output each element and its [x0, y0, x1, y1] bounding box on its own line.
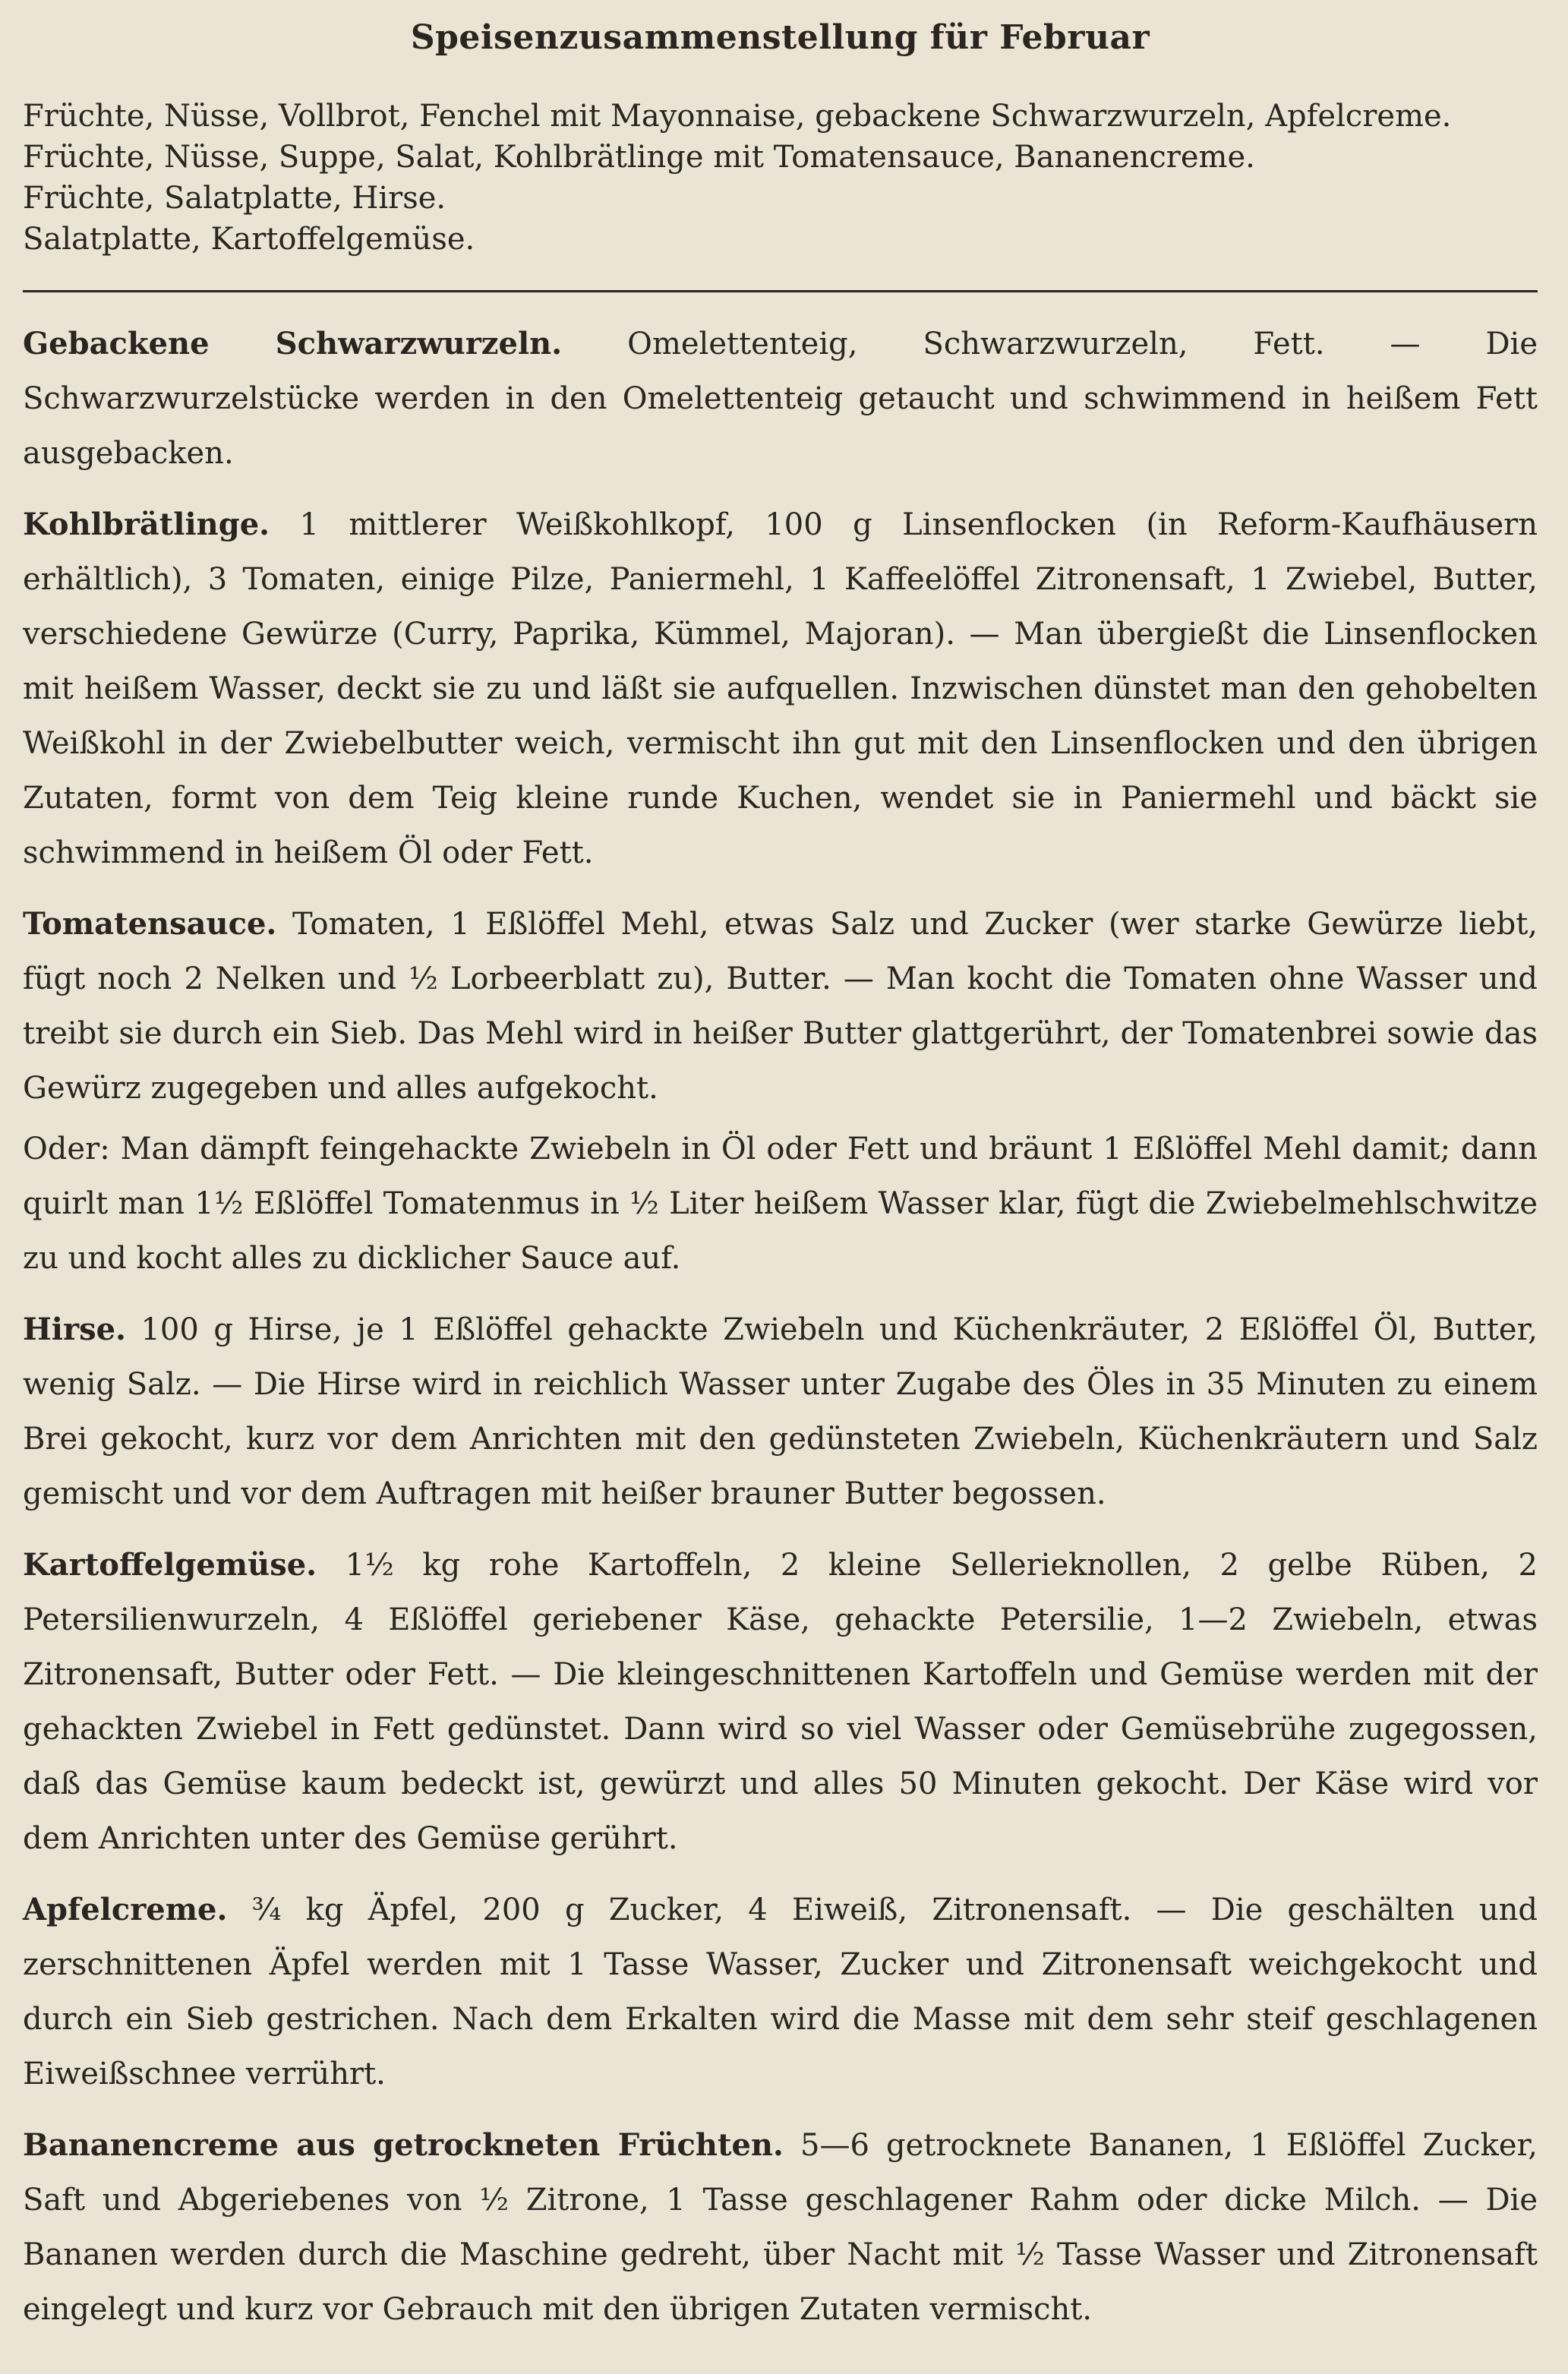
recipe-text: 1 mittlerer Weißkohlkopf, 100 g Linsenflocken (in Reform-Kaufhäusern erhältlich), 3 Tomaten, einige Pilze, Paniermehl, 1 Kaffeelöffel Zitronensaft, 1 Zwiebel, Butter, verschiedene Gewürze (Curry, Paprika, Kümmel, Majoran). — Man übergießt die Linsenflocken mit heißem Wasser, deckt sie zu und läßt sie aufquellen. Inzwischen dünstet man den gehobelten Weißkohl in der Zwiebelbutter weich, vermischt ihn gut mit den Linsenflocken und den übrigen Zutaten, formt von dem Teig kleine runde Kuchen, wendet sie in Paniermehl und bäckt sie schwimmend in heißem Öl oder Fett. — [23, 507, 1538, 870]
menu-line: Salatplatte, Kartoffelgemüse. — [23, 222, 475, 257]
recipe-gebackene-schwarzwurzeln — [23, 317, 1538, 481]
recipe-text: 1½ kg rohe Kartoffeln, 2 kleine Sellerieknollen, 2 gelbe Rüben, 2 Petersilienwurzeln, 4 Eßlöffel geriebener Käse, gehackte Petersilie, 1—2 Zwiebeln, etwas Zitronensaft, Butter oder Fett. — Die kleingeschnittenen Kartoffeln und Gemüse werden mit der gehackten Zwiebel in Fett gedünstet. Dann wird so viel Wasser oder Gemüsebrühe zugegossen, daß das Gemüse kaum bedeckt ist, gewürzt und alles 50 Minuten gekocht. Der Käse wird vor dem Anrichten unter des Gemüse gerührt. — [23, 1548, 1538, 1856]
recipe-name: Bananencreme aus getrockneten Früchten. — [23, 2127, 784, 2163]
recipe-text: 5—6 getrocknete Bananen, 1 Eßlöffel Zucker, Saft und Abgeriebenes von ½ Zitrone, 1 Tasse geschlagener Rahm oder dicke Milch. — Die Bananen werden durch die Maschine gedreht, über Nacht mit ½ Tasse Wasser und Zitronensaft eingelegt und kurz vor Gebrauch mit den übrigen Zutaten vermischt. — [23, 2128, 1538, 2327]
recipe-name: Gebackene Schwarzwurzeln. — [23, 326, 563, 361]
recipe-kohlbraetlinge — [23, 497, 1538, 880]
recipe-text: ¾ kg Äpfel, 200 g Zucker, 4 Eiweiß, Zitronensaft. — Die geschälten und zerschnittenen Äpfel werden mit 1 Tasse Wasser, Zucker und Zitronensaft weichgekocht und durch ein Sieb gestrichen. Nach dem Erkalten wird die Masse mit dem sehr steif geschlagenen Eiweißschnee verrührt. — [23, 1893, 1538, 2091]
recipe-kartoffelgemuese — [23, 1538, 1538, 1866]
menu-line: Früchte, Salatplatte, Hirse. — [23, 181, 446, 216]
recipe-hirse — [23, 1302, 1538, 1521]
recipe-tomatensauce-variant: Oder: Man dämpft feingehackte Zwiebeln in Öl oder Fett und bräunt 1 Eßlöffel Mehl damit; dann quirlt man 1½ Eßlöffel Tomatenmus in ½ Liter heißem Wasser klar, fügt die Zwiebelmehlschwitze zu und kocht alles zu dicklicher Sauce auf. — [23, 1132, 1538, 1276]
menu-list — [23, 96, 1538, 260]
recipe-text: Tomaten, 1 Eßlöffel Mehl, etwas Salz und Zucker (wer starke Gewürze liebt, fügt noch 2 Nelken und ½ Lorbeerblatt zu), Butter. — Man kocht die Tomaten ohne Wasser und treibt sie durch ein Sieb. Das Mehl wird in heißer Butter glattgerührt, der Tomatenbrei sowie das Gewürz zugegeben und alles aufgekocht. — [23, 907, 1538, 1106]
recipe-name: Hirse. — [23, 1312, 126, 1347]
recipe-page — [23, 15, 1538, 2353]
divider — [23, 290, 1538, 292]
page-title: Speisenzusammenstellung für Februar — [410, 18, 1150, 57]
recipe-text: Omelettenteig, Schwarzwurzeln, Fett. — Die Schwarzwurzelstücke werden in den Omelettenteig getaucht und schwimmend in heißem Fett ausgebacken. — [23, 327, 1538, 471]
recipe-tomatensauce — [23, 897, 1538, 1116]
recipe-name: Kohlbrätlinge. — [23, 507, 270, 542]
recipe-text: 100 g Hirse, je 1 Eßlöffel gehackte Zwiebeln und Küchenkräuter, 2 Eßlöffel Öl, Butter, wenig Salz. — Die Hirse wird in reichlich Wasser unter Zugabe des Öles in 35 Minuten zu einem Brei gekocht, kurz vor dem Anrichten mit den gedünsteten Zwiebeln, Küchenkräutern und Salz gemischt und vor dem Auftragen mit heißer brauner Butter begossen. — [23, 1312, 1538, 1511]
menu-line: Früchte, Nüsse, Suppe, Salat, Kohlbrätlinge mit Tomatensauce, Bananencreme. — [23, 140, 1255, 175]
recipe-name: Kartoffelgemüse. — [23, 1547, 317, 1583]
recipe-name: Apfelcreme. — [23, 1892, 228, 1927]
recipe-apfelcreme — [23, 1883, 1538, 2101]
menu-line: Früchte, Nüsse, Vollbrot, Fenchel mit Mayonnaise, gebackene Schwarzwurzeln, Apfelcreme. — [23, 99, 1452, 134]
recipe-bananencreme — [23, 2118, 1538, 2337]
recipe-name: Tomatensauce. — [23, 906, 277, 942]
